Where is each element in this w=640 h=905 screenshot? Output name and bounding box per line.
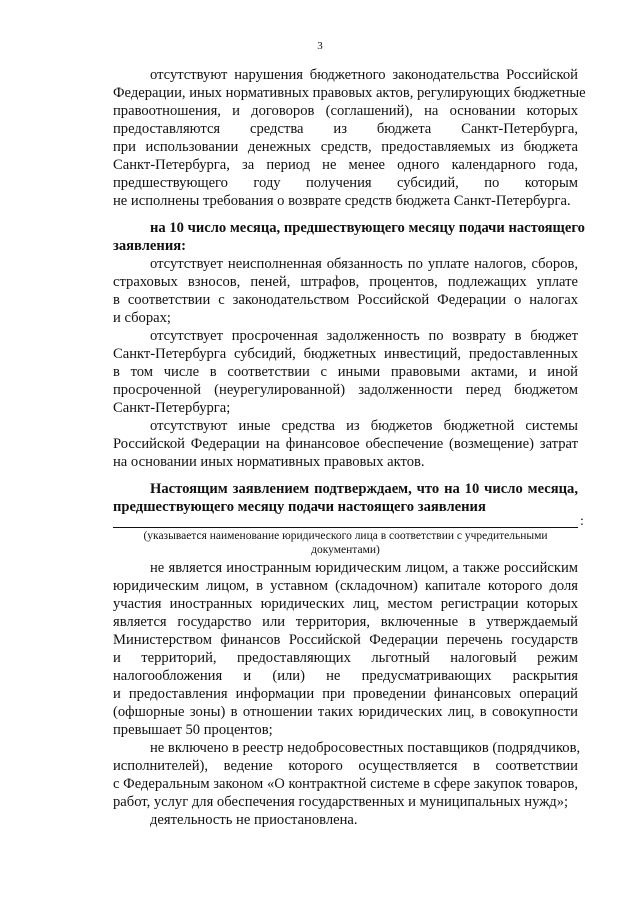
text-line: превышает 50 процентов;	[113, 722, 273, 738]
text-line: предшествующего году получения субсидий, по которым	[113, 175, 578, 191]
text-line: при использовании денежных средств, предоставляемых из бюджета	[113, 139, 578, 155]
text-line: является государство или территория, включенные в утверждаемый	[113, 614, 578, 630]
text-line: деятельность не приостановлена.	[150, 812, 358, 828]
section-heading: на 10 число месяца, предшествующего месяцу подачи настоящего	[150, 220, 585, 236]
text-line: работ, услуг для обеспечения государственных и муниципальных нужд»;	[113, 794, 569, 810]
text-line: в соответствии с законодательством Российской Федерации о налогах	[113, 292, 578, 308]
text-line: и территорий, предоставляющих льготный налоговый режим	[113, 650, 578, 666]
fill-in-caption: (указывается наименование юридического лица в соответствии с учредительными	[143, 530, 548, 542]
fill-in-line	[113, 527, 578, 528]
text-line: с Федеральным законом «О контрактной системе в сфере закупок товаров,	[113, 776, 578, 792]
text-line: отсутствуют нарушения бюджетного законодательства Российской	[150, 67, 578, 83]
text-line: Министерством финансов Российской Федерации перечень государств	[113, 632, 578, 648]
text-line: страховых взносов, пеней, штрафов, процентов, подлежащих уплате	[113, 274, 578, 290]
text-line: отсутствует просроченная задолженность по возврату в бюджет	[150, 328, 578, 344]
section-heading: заявления:	[113, 238, 186, 254]
fill-in-caption: документами)	[311, 544, 380, 556]
text-line: на основании иных нормативных правовых актов.	[113, 454, 425, 470]
text-line: Санкт-Петербурга;	[113, 400, 231, 416]
section-heading: Настоящим заявлением подтверждаем, что на 10 число месяца,	[150, 481, 578, 497]
text-line: исполнителей), ведение которого осуществляется в соответствии	[113, 758, 578, 774]
text-line: налогообложения и (или) не предусматривающих раскрытия	[113, 668, 578, 684]
text-line: отсутствует неисполненная обязанность по уплате налогов, сборов,	[150, 256, 578, 272]
text-line: Санкт-Петербурга субсидий, бюджетных инвестиций, предоставленных	[113, 346, 578, 362]
page-number: 3	[317, 40, 323, 52]
text-line: просроченной (неурегулированной) задолженности перед бюджетом	[113, 382, 578, 398]
text-line: предоставляются средства из бюджета Санкт-Петербурга,	[113, 121, 578, 137]
text-line: Санкт-Петербурга, за период не менее одного календарного года,	[113, 157, 578, 173]
text-line: не является иностранным юридическим лицом, а также российским	[150, 560, 578, 576]
text-line: Российской Федерации на финансовое обеспечение (возмещение) затрат	[113, 436, 578, 452]
text-line: отсутствуют иные средства из бюджетов бюджетной системы	[150, 418, 578, 434]
text-line: Федерации, иных нормативных правовых актов, регулирующих бюджетные	[113, 85, 586, 101]
colon-mark: :	[580, 514, 584, 529]
text-line: в том числе в соответствии с иными правовыми актами, и иной	[113, 364, 578, 380]
section-heading: предшествующего месяцу подачи настоящего заявления	[113, 499, 486, 515]
text-line: (офшорные зоны) в отношении таких юридических лиц, в совокупности	[113, 704, 578, 720]
text-line: не исполнены требования о возврате средств бюджета Санкт-Петербурга.	[113, 193, 571, 209]
text-line: не включено в реестр недобросовестных поставщиков (подрядчиков,	[150, 740, 581, 756]
text-line: правоотношения, и договоров (соглашений), на основании которых	[113, 103, 578, 119]
text-line: юридическим лицом, в уставном (складочном) капитале которого доля	[113, 578, 578, 594]
text-line: и предоставления информации при проведении финансовых операций	[113, 686, 578, 702]
text-line: участия иностранных юридических лиц, местом регистрации которых	[113, 596, 578, 612]
text-line: и сборах;	[113, 310, 171, 326]
